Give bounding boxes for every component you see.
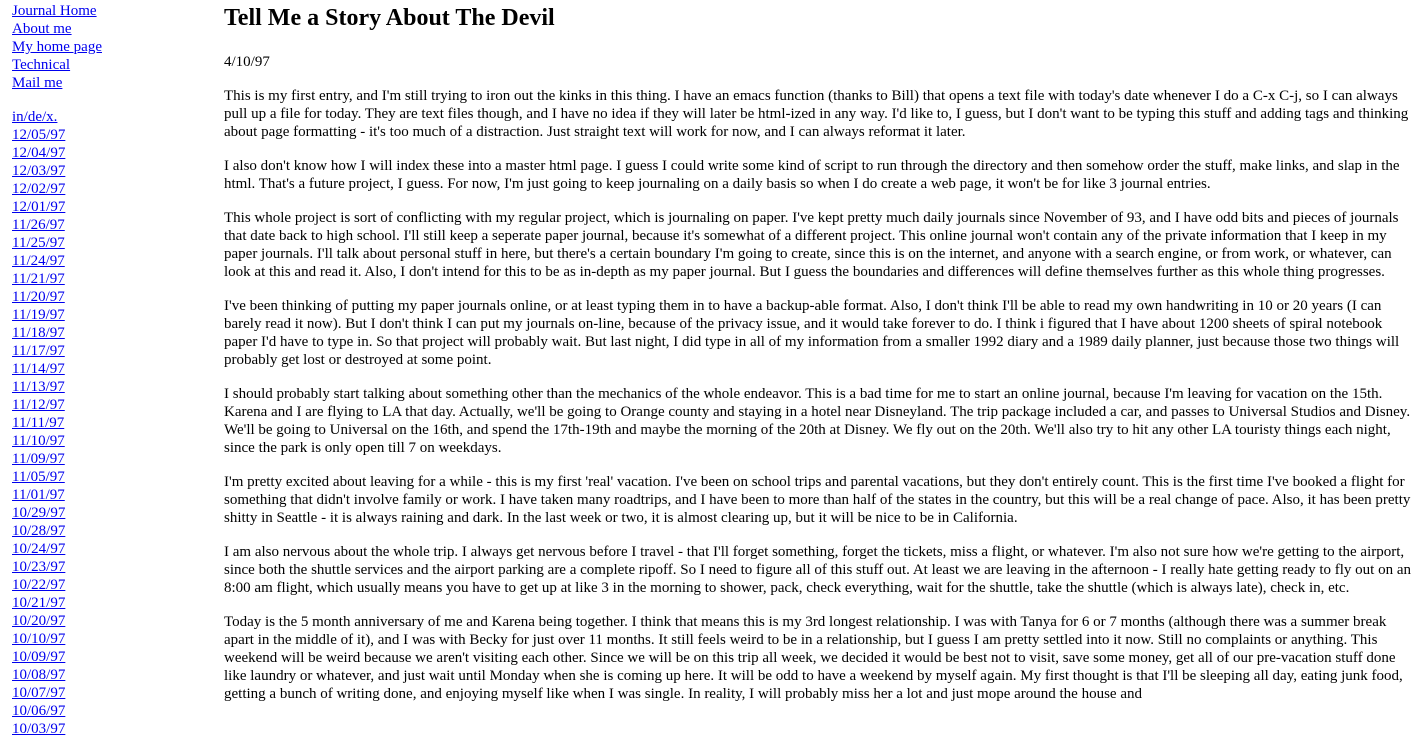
date-link[interactable]: 11/09/97 bbox=[12, 451, 65, 467]
date-link[interactable]: 10/21/97 bbox=[12, 595, 66, 611]
date-link[interactable]: 10/07/97 bbox=[12, 685, 66, 701]
entry-date-list bbox=[12, 126, 212, 738]
date-link[interactable]: 11/24/97 bbox=[12, 253, 65, 269]
sidebar-nav bbox=[12, 2, 212, 738]
date-link[interactable]: 10/22/97 bbox=[12, 577, 66, 593]
date-link[interactable]: 11/14/97 bbox=[12, 361, 65, 377]
nav-link-about-me[interactable]: About me bbox=[12, 21, 72, 37]
date-link[interactable]: 12/05/97 bbox=[12, 127, 66, 143]
date-link[interactable]: 10/08/97 bbox=[12, 667, 66, 683]
date-link[interactable]: 11/21/97 bbox=[12, 271, 65, 287]
date-link[interactable]: 11/11/97 bbox=[12, 415, 65, 431]
date-link[interactable]: 12/01/97 bbox=[12, 199, 66, 215]
nav-link-mail-me[interactable]: Mail me bbox=[12, 75, 63, 91]
date-link[interactable]: 11/25/97 bbox=[12, 235, 65, 251]
entry-paragraph: I am also nervous about the whole trip. I always get nervous before I travel - that I'll forget something, forget the tickets, miss a flight, or whatever. I'm also not sure how we're getting to the airport, since both the shuttle services and the airport parking are a complete ripoff. So I need to figure all of this stuff out. At least we are leaving in the afternoon - I really hate getting ready to fly out on an 8:00 am flight, which usually means you have to get up at like 3 in the morning to shower, pack, check everything, wait for the shuttle, take the shuttle (which is always late), check in, etc. bbox=[224, 544, 1411, 596]
date-link[interactable]: 12/02/97 bbox=[12, 181, 66, 197]
date-link[interactable]: 10/20/97 bbox=[12, 613, 66, 629]
entry-paragraph: I should probably start talking about something other than the mechanics of the whole endeavor. This is a bad time for me to start an online journal, because I'm leaving for vacation on the 15th. Karena and I are flying to LA that day. Actually, we'll be going to Orange county and staying in a hotel near Disneyland. The trip package included a car, and passes to Universal Studios and Disney. We'll be going to Universal on the 16th, and spend the 17th-19th and maybe the morning of the 20th at Disney. We fly out on the 20th. We'll also try to hit any other LA touristy things each night, since the park is only open till 7 on weekdays. bbox=[224, 386, 1411, 456]
entry-paragraph: I've been thinking of putting my paper journals online, or at least typing them in to have a backup-able format. Also, I don't think I'll be able to read my own handwriting in 10 or 20 years (I can barely read it now). But I don't think I can put my journals on-line, because of the privacy issue, and it would take forever to do. I think i figured that I have about 1200 sheets of spiral notebook paper I'd have to type in. So that project will probably wait. But last night, I did type in all of my information from a smaller 1992 diary and a 1989 daily planner, just because those two things will probably get lost or destroyed at some point. bbox=[224, 298, 1400, 368]
date-link[interactable]: 10/06/97 bbox=[12, 703, 66, 719]
nav-link-my-home-page[interactable]: My home page bbox=[12, 39, 102, 55]
date-link[interactable]: 11/10/97 bbox=[12, 433, 65, 449]
entry-paragraph: I also don't know how I will index these into a master html page. I guess I could write some kind of script to run through the directory and then somehow order the stuff, make links, and slap in the html. That's a future project, I guess. For now, I'm just going to keep journaling on a daily basis so when I do create a web page, it won't be for like 3 journal entries. bbox=[224, 158, 1400, 192]
entry-title: Tell Me a Story About The Devil bbox=[224, 5, 555, 31]
date-link[interactable]: 11/01/97 bbox=[12, 487, 65, 503]
date-link[interactable]: 10/09/97 bbox=[12, 649, 66, 665]
entry-paragraph: Today is the 5 month anniversary of me and Karena being together. I think that means this is my 3rd longest relationship. I was with Tanya for 6 or 7 months (although there was a summer break apart in the middle of it), and I was with Becky for just over 11 months. It still feels weird to be in a relationship, but I guess I am pretty settled into it now. Still no complaints or anything. This weekend will be weird because we aren't visiting each other. Since we will be on this trip all week, we decided it would be best not to visit, save some money, get all of our pre-vacation stuff done like laundry or whatever, and just wait until Monday when she is coming up here. It will be odd to have a weekend by myself again. My first thought is that I'll be sleeping all day, eating junk food, getting a bunch of writing done, and enjoying myself like when I was single. In reality, I will probably miss her a lot and just mope around the house and bbox=[224, 614, 1403, 702]
date-link[interactable]: 12/03/97 bbox=[12, 163, 66, 179]
date-link[interactable]: 11/20/97 bbox=[12, 289, 65, 305]
date-link[interactable]: 12/04/97 bbox=[12, 145, 66, 161]
entry-paragraph: This whole project is sort of conflicting with my regular project, which is journaling on paper. I've kept pretty much daily journals since November of 93, and I have odd bits and pieces of journals that date back to high school. I'll still keep a seperate paper journal, because it's somewhat of a different project. This online journal won't contain any of the private information that I keep in my paper journals. I'll talk about personal stuff in here, but there's a certain boundary I'm going to create, since this is on the internet, and anyone with a search engine, or from work, or whatever, can look at this and read it. Also, I don't intend for this to be as in-depth as my paper journal. But I guess the boundaries and differences will define themselves further as this whole thing progresses. bbox=[224, 210, 1399, 280]
entry-body bbox=[224, 87, 1416, 703]
date-link[interactable]: 10/23/97 bbox=[12, 559, 66, 575]
nav-link-technical[interactable]: Technical bbox=[12, 57, 71, 73]
date-link[interactable]: 10/24/97 bbox=[12, 541, 66, 557]
date-link[interactable]: 11/19/97 bbox=[12, 307, 65, 323]
date-link[interactable]: 11/13/97 bbox=[12, 379, 65, 395]
date-link[interactable]: 10/10/97 bbox=[12, 631, 66, 647]
entry-date: 4/10/97 bbox=[224, 54, 270, 70]
nav-link-journal-home[interactable]: Journal Home bbox=[12, 3, 97, 19]
index-link[interactable]: in/de/x. bbox=[12, 109, 58, 125]
sidebar-spacer bbox=[12, 92, 212, 108]
date-link[interactable]: 11/18/97 bbox=[12, 325, 65, 341]
date-link[interactable]: 10/29/97 bbox=[12, 505, 66, 521]
date-link[interactable]: 10/28/97 bbox=[12, 523, 66, 539]
entry-paragraph: I'm pretty excited about leaving for a while - this is my first 'real' vacation. I've been on school trips and parental vacations, but they don't entirely count. This is the first time I've booked a flight for something that didn't involve family or work. I have taken many roadtrips, and I have been to more than half of the states in the country, but this will be a real change of pace. Also, it has been pretty shitty in Seattle - it is always raining and dark. In the last week or two, it is almost clearing up, but it will be nice to be in California. bbox=[224, 474, 1411, 526]
entry-paragraph: This is my first entry, and I'm still trying to iron out the kinks in this thing. I have an emacs function (thanks to Bill) that opens a text file with today's date whenever I do a C-x C-j, so I can always pull up a file for today. They are text files though, and I have no idea if they will later be html-ized in any way. I'd like to, I guess, but I don't want to be typing this stuff and adding tags and thinking about page formatting - it's too much of a distraction. Just straight text will work for now, and I can always reformat it later. bbox=[224, 88, 1409, 140]
date-link[interactable]: 11/17/97 bbox=[12, 343, 65, 359]
journal-entry bbox=[224, 0, 1416, 703]
date-link[interactable]: 10/03/97 bbox=[12, 721, 66, 737]
date-link[interactable]: 11/12/97 bbox=[12, 397, 65, 413]
date-link[interactable]: 11/26/97 bbox=[12, 217, 65, 233]
date-link[interactable]: 11/05/97 bbox=[12, 469, 65, 485]
